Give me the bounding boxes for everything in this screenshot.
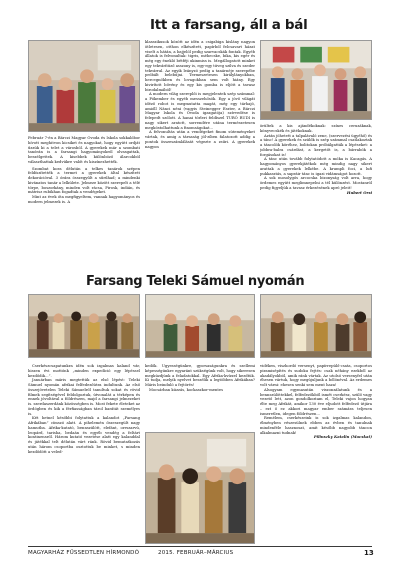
article-1-title: Itt a farsang, áll a bál — [150, 17, 308, 33]
photo-scouts-game — [145, 432, 255, 544]
article-1-right-column — [260, 124, 372, 262]
article-2-column-1 — [28, 364, 140, 546]
article-2-signature: Pilinszky Katalin (Macskat) — [313, 434, 372, 440]
photo-scouts-activity — [145, 294, 255, 358]
paragraph: örültek a kis ajándékoknak: színes ceruzáknak, könyvecskék és játékoknak. — [260, 124, 372, 133]
paragraph: Aztán jöhetett a talpalávaló zene, (szervezési ügyéhő) és a tánc! A gyerekek és szülők is szép számmal csatlakoztak a táncolók köréhez, bolitokan próbálgatták a lépéseket: a jobbra-balra csárdást, a kergetőt is, a bárrabók a forgásokat is! — [260, 133, 372, 157]
paragraph: A felvonultás után a vendégeket finom süteményeket vártak, és amig a társaság jól-zíben falatozott addig a pontok összeszámlálását végezte a zsűri. A gyerekek nagyon — [145, 130, 255, 149]
paragraph: A sok mosolygós arcocska bizonyság volt arra, hogy ördemes együtt meglimnepelni a tél különzést. Mostanról pedig figyeljük a tavasz érkezésének apró jeleit! — [260, 176, 372, 190]
page-number: 13 — [364, 549, 374, 557]
paragraph: Két hetnel későbbi folytattuk a kalandot „Farsang Afrikában” címszó alatt. A pihelemén őszeszegült nagy hamutba. Afrika-kutató, bennszülött, elefánt, orrszarvú, leopárd, tarisha, bedaán és egyéb vendég a feltárt kontinensről. Három kutató vezetése alatt egy kalanddal és játékkal telt délután várt ránk. Rövid bemutatkozás után három csoportba osztottuk be minket, s minden kezdődött a veled- — [28, 416, 140, 454]
paragraph: Szombat kora délután a telkes tanárok szépen feldíszítették a termet a gyerekek által készített dekorációval. 3 órára összegyűlt a sűrűhad; a mindenki kivánatos tanár a lelkülete. Jelmeze között szerepelt a télé törpe, boszorkány, minden volt rácsa, Pirosk, indián, és mátrisz rubikhan fogadtak a vendégeket. — [28, 166, 140, 195]
photo-costumed-children — [28, 40, 140, 132]
photo-dancing-children — [260, 40, 372, 120]
paragraph: vidéken, viszhordó versenyt, papírrepülő-csata, csoportos piramisépítés és sudoku fejtés: csak néhány ezekből az akadályokból, amik ránk vártak. Az utolsó versenyfel után éhesen vártuk, hogy megújuljunk a bőlónéval. Az erdemes volt várni: ehesen senki sem ment haza! — [260, 364, 372, 387]
article-1-signature: Hubert Orsi — [346, 189, 372, 195]
paragraph: Alsogyam egymasután viszonzálatunk és a bennszülöttekkel, felfedezőkből ismét cserkész, szülő vagy vezető lett, azon gondolkoztam el, Teleki vajon hogyan élte meg Afrikát, amikor 130 éve eljudott felfedező útjára – ezt ő ez akkori magyar ember számára teljesen ismeretlen, idegen földrészen... — [260, 387, 372, 416]
photo-scouts-group — [28, 294, 140, 358]
paragraph: Mocsárban küzzás, kockaszkor-mentes — [149, 387, 224, 392]
article-1-middle-column — [145, 40, 255, 262]
paragraph: klasszikusok között az idén a csigabiga kislány nagyon ötletesen, otthon elkészített, papírból felcsavart házat viselt a hátán, a bajjelöl pedig szarvacskák fontak. Egyéb állatok is felvonultak: tigris, méhecske, bika, kis egér és még egy énekló bétféji ukinmiss is. Megállogatott minket egy tekvárítüző asszony is, egy-egy tüveg szilva és szeder tekvárral. Az egyik leányzó pedig a tanárnéje szerepébe próbált belebújni. Termeszetesen királylányokban, hercegnőkben és lovagokban sem volt hiány. Egy kivirított bővény és egy kis gomba is eljött a tavasz birodalmából! — [145, 40, 255, 92]
footer-issue: 2015. FEBRUÁR–MÁRCIUS — [158, 550, 234, 556]
footer-publication: MAGYARHÁZ FÜSSEDTLEN HÍRMONDÓ — [28, 550, 140, 556]
footer-rule — [28, 546, 372, 547]
paragraph: Remélem, cserkészeink is sok izgalmas kalandon, élményben részesülnek ebben az évben és tanulnak mindenféle hasznosat, amit később nagyobb táncon alkalmazni tudnak! — [260, 416, 372, 435]
paragraph: Mint az évek óta megfigyeltem, vannak hagyományos és modern jelmezek is. A — [28, 195, 140, 204]
paragraph: Januárban máris megtettük az első lépést: Teleki Sámuel nyomán afrikai felfedezőútra indultunk. Az első összejövetelen Teleki Sámuelről tanultuk sokat és rövid filmek segítségével feldolgoztuk, útvonalát a térképen és ennek jóvoltával a földrészen, majd a farsangi jelmezeket is. szerdaszerdánk közösségben is. Most fekete életeket az ördögben és kik a férfiasságban tárol barátát személyes is. — [28, 378, 140, 416]
paragraph: A tánc után tovább folytatódott a móka is Kacagás. A hagyományos gyerekjátékok még mindig nagy sikert arattak a gyerekek lelkébe. A krumpli foci, a lufi pukkasztás, a sapráir tánc is igazi vidámságot hozott. — [260, 157, 372, 176]
photo-scouts-costumes — [260, 294, 372, 358]
article-2-column-3 — [260, 364, 372, 546]
article-1-left-column — [28, 136, 140, 262]
photo-caption: Február 7-én a Bárczi Magyar Óvoda és Iskola sokkalóbor hívott meghitvon kicsiket és nagyokat, hogy együtt ordját űzzük ki a telet a városból. A gyerekek már a szombati tanórán is a farsangi hagyományokról olvasgattak, beszélgettek. A kisebbek különböző álarcokból választhattak kedvükre valót és kiszínezhették. — [28, 136, 140, 164]
article-2-column-2 — [145, 364, 255, 428]
paragraph: Cserkészcsapatunkra idén sok izgalmas kaland vár, hiszen évi mottónk „minden expedíció egy lépéssel kezdődik...”. — [28, 364, 140, 378]
article-2-title: Farsang Teleki Sámuel nyomán — [86, 274, 305, 289]
paragraph: kedők. Ügyességünkre, gyorsaságunkra és szellemi képességünkre egyaránt szükségünk volt, hogy sikeresen megküzdjünk a feladatokkal. Egy Afrika-kvízzel kezdtük. Ki tudja, melyik nyelvet beszélik a legtöbben Afrikában? Máris beinduló a fejtörés! — [145, 364, 255, 387]
paragraph: A modern világ szereplői is megjelentek szép számmal: a Pókember és egyéb messzehősök. Egy a jövő világát idéző robot is megmutatta magát, még egy tárhajó, amióll Nánci néni (vagyis Steinegger Eszter, a Bárczi Magyar Iskola és Óvoda igazgatója) szívvedése is felepedt szólott. A hanai törleri feldíszel TURÓ RUDI is nagy sikert aratott, sorrendére utána természetesen megkóstolhattunk a finomságokat... — [145, 92, 255, 130]
